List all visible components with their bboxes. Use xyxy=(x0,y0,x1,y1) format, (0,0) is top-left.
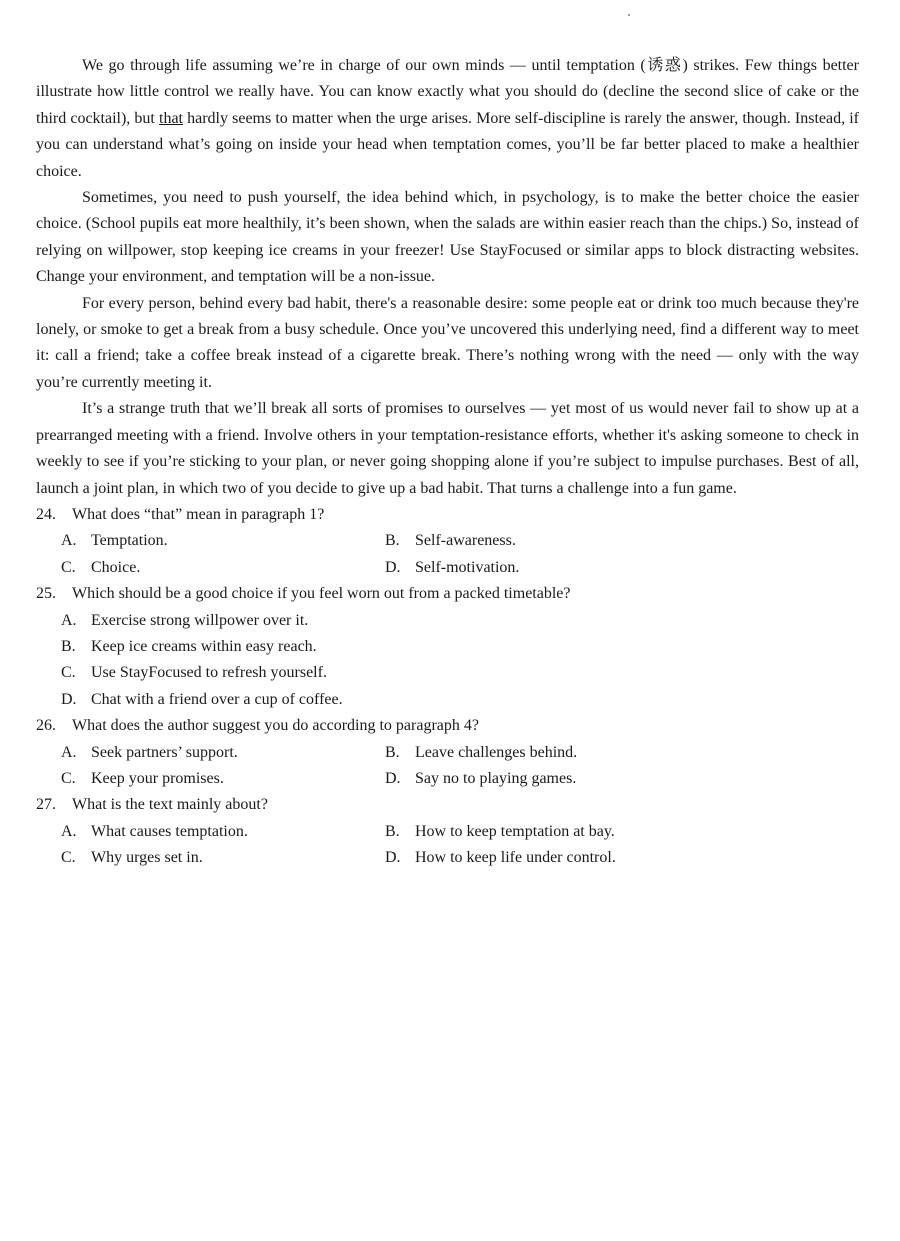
option-letter: D. xyxy=(385,769,401,787)
option-text: What causes temptation. xyxy=(91,822,248,840)
question-number: 25. xyxy=(36,585,56,603)
question-stem xyxy=(36,502,859,528)
option-letter: B. xyxy=(385,822,400,840)
option-d xyxy=(385,845,859,871)
option-text: Temptation. xyxy=(91,532,168,550)
option-letter: A. xyxy=(61,532,77,550)
option-letter: C. xyxy=(61,558,76,576)
option-letter: D. xyxy=(61,690,77,708)
question-27 xyxy=(36,792,859,871)
question-number: 24. xyxy=(36,505,56,523)
option-d xyxy=(61,687,859,713)
option-letter: A. xyxy=(61,743,77,761)
option-letter: B. xyxy=(385,532,400,550)
option-c xyxy=(61,555,385,581)
question-text: What is the text mainly about? xyxy=(72,796,268,814)
option-d xyxy=(385,555,859,581)
options-list xyxy=(36,528,859,581)
option-c xyxy=(61,845,385,871)
option-c xyxy=(61,660,859,686)
paragraph-1-part-1: We go through life assuming we’re in charge of our own minds — until temptation (诱惑) strikes. Few things better illustrate how little control we really have. You can know exactly what you should do (decline the second slice of cake or the third cocktail), but xyxy=(36,57,859,127)
option-c xyxy=(61,766,385,792)
option-text: Why urges set in. xyxy=(91,849,203,867)
question-number: 27. xyxy=(36,796,56,814)
options-list xyxy=(36,608,859,714)
option-letter: D. xyxy=(385,849,401,867)
option-d xyxy=(385,766,859,792)
question-stem xyxy=(36,581,859,607)
option-b xyxy=(385,819,859,845)
option-text: Exercise strong willpower over it. xyxy=(91,611,309,629)
option-b xyxy=(61,634,859,660)
option-letter: D. xyxy=(385,558,401,576)
question-stem xyxy=(36,792,859,818)
option-letter: A. xyxy=(61,822,77,840)
option-a xyxy=(61,528,385,554)
question-26 xyxy=(36,713,859,792)
option-a xyxy=(61,740,385,766)
question-stem xyxy=(36,713,859,739)
question-text: What does “that” mean in paragraph 1? xyxy=(72,505,325,523)
option-letter: C. xyxy=(61,664,76,682)
scan-mark xyxy=(628,14,630,16)
option-letter: C. xyxy=(61,849,76,867)
paragraph-4: It’s a strange truth that we’ll break all sorts of promises to ourselves — yet most of us would never fail to show up at a prearranged meeting with a friend. Involve others in your temptation-resistance efforts, whether it's asking someone to check in weekly to see if you’re sticking to your plan, or never going shopping alone if you’re subject to impulse purchases. Best of all, launch a joint plan, in which two of you decide to give up a bad habit. That turns a challenge into a fun game. xyxy=(36,400,859,497)
option-text: How to keep life under control. xyxy=(415,849,616,867)
option-text: Use StayFocused to refresh yourself. xyxy=(91,664,327,682)
paragraph-1-part-2: hardly seems to matter when the urge arises. More self-discipline is rarely the answer, though. Instead, if you can understand what’s going on inside your head when temptation comes, you’ll be far better placed to make a healthier choice. xyxy=(36,109,859,180)
paragraph-3: For every person, behind every bad habit, there's a reasonable desire: some people eat or drink too much because they're lonely, or smoke to get a break from a busy schedule. Once you’ve uncovered this underlying need, find a different way to meet it: call a friend; take a coffee break instead of a cigarette break. There’s nothing wrong with the need — only with the way you’re currently meeting it. xyxy=(36,294,859,391)
option-letter: B. xyxy=(61,637,76,655)
option-text: Chat with a friend over a cup of coffee. xyxy=(91,690,343,708)
paragraph-2: Sometimes, you need to push yourself, the idea behind which, in psychology, is to make the better choice the easier choice. (School pupils eat more healthily, it’s been shown, when the salads are within easier reach than the chips.) So, instead of relying on willpower, stop keeping ice creams in your freezer! Use StayFocused or similar apps to block distracting websites. Change your environment, and temptation will be a non-issue. xyxy=(36,189,859,286)
option-b xyxy=(385,740,859,766)
option-text: Self-awareness. xyxy=(415,532,516,550)
option-text: Say no to playing games. xyxy=(415,769,577,787)
option-a xyxy=(61,608,859,634)
option-text: Choice. xyxy=(91,558,141,576)
option-text: Keep ice creams within easy reach. xyxy=(91,637,317,655)
question-text: Which should be a good choice if you feel worn out from a packed timetable? xyxy=(72,585,571,603)
underlined-word-that: that xyxy=(159,109,183,127)
option-a xyxy=(61,819,385,845)
option-text: Seek partners’ support. xyxy=(91,743,238,761)
option-letter: A. xyxy=(61,611,77,629)
question-number: 26. xyxy=(36,717,56,735)
option-letter: B. xyxy=(385,743,400,761)
question-24 xyxy=(36,502,859,581)
option-text: Keep your promises. xyxy=(91,769,224,787)
option-letter: C. xyxy=(61,769,76,787)
paragraph-1 xyxy=(36,53,859,185)
options-list xyxy=(36,740,859,793)
option-text: Leave challenges behind. xyxy=(415,743,578,761)
exam-page xyxy=(36,53,859,872)
question-25 xyxy=(36,581,859,713)
option-b xyxy=(385,528,859,554)
option-text: How to keep temptation at bay. xyxy=(415,822,615,840)
options-list xyxy=(36,819,859,872)
option-text: Self-motivation. xyxy=(415,558,520,576)
question-text: What does the author suggest you do according to paragraph 4? xyxy=(72,717,479,735)
